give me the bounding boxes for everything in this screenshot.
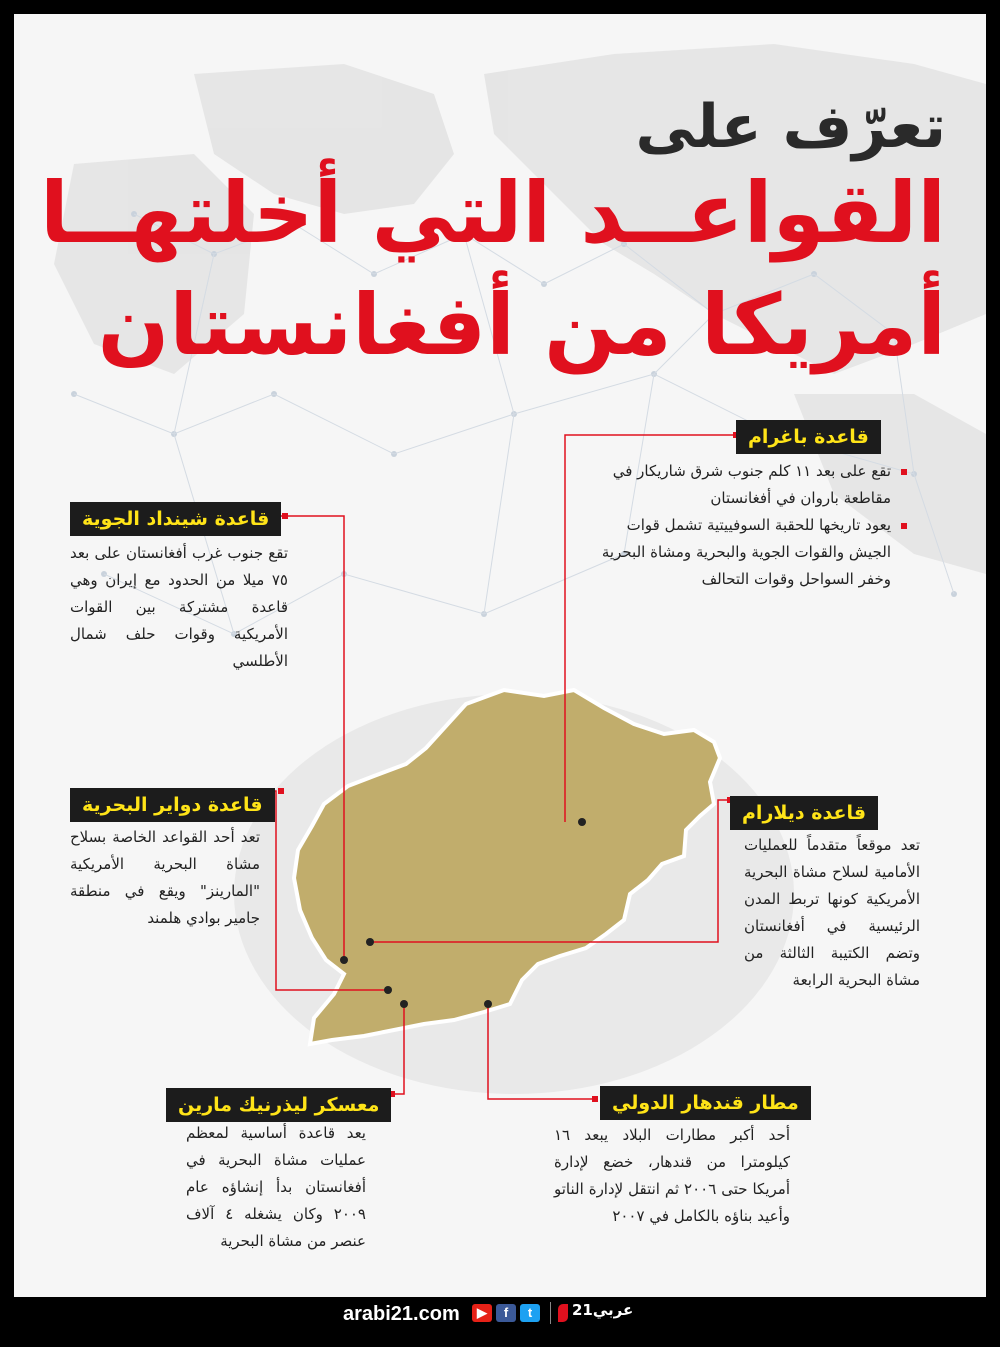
- bagram-marker: [578, 818, 586, 826]
- title-line-2: القواعــد التي أخلتهــا: [40, 164, 946, 262]
- kandahar-text: أحد أكبر مطارات البلاد يبعد ١٦ كيلومترا من قندهار، خضع لإدارة أمريكا حتى ٢٠٠٦ ثم انتقل لإدارة الناتو وأعيد بناؤه بالكامل في ٢٠٠٧: [554, 1126, 790, 1225]
- dwyer-text: تعد أحد القواعد الخاصة بسلاح مشاة البحرية الأمريكية "المارينز" ويقع في منطقة جامير بوادي هلمند: [70, 828, 260, 927]
- brand-logo: عربي21: [572, 1301, 634, 1319]
- bagram-label: قاعدة باغرام: [736, 420, 881, 454]
- title-line-3: أمريكا من أفغانستان: [97, 276, 946, 374]
- delaram-text: تعد موقعاً متقدماً للعمليات الأمامية لسلاح مشاة البحرية الأمريكية كونها تربط المدن الرئيسية في أفغانستان وتضم الكتيبة الثالثة من مشاة البحرية الرابعة: [744, 836, 920, 989]
- facebook-icon[interactable]: f: [496, 1304, 516, 1322]
- shindand-marker: [340, 956, 348, 964]
- title-line-1: تعرّف على: [635, 92, 946, 162]
- dwyer-marker: [384, 986, 392, 994]
- kandahar-marker: [484, 1000, 492, 1008]
- dwyer-label: قاعدة دواير البحرية: [70, 788, 275, 822]
- brand-logo-icon: [558, 1304, 568, 1322]
- delaram-marker: [366, 938, 374, 946]
- footer-divider: [550, 1302, 551, 1324]
- site-url[interactable]: arabi21.com: [343, 1303, 460, 1325]
- bagram-point-2: يعود تاريخها للحقبة السوفييتية تشمل قوات الجيش والقوات الجوية والبحرية ومشاة البحرية وخفر السواحل وقوات التحالف: [599, 512, 891, 593]
- twitter-icon[interactable]: t: [520, 1304, 540, 1322]
- delaram-label: قاعدة ديلارام: [730, 796, 878, 830]
- shindand-text: تقع جنوب غرب أفغانستان على بعد ٧٥ ميلا من الحدود مع إيران وهي قاعدة مشتركة بين القوات الأمريكية وقوات حلف شمال الأطلسي: [70, 544, 288, 670]
- shindand-label: قاعدة شينداد الجوية: [70, 502, 281, 536]
- leatherneck-text: يعد قاعدة أساسية لمعظم عمليات مشاة البحرية في أفغانستان بدأ إنشاؤه عام ٢٠٠٩ وكان يشغله ٤ آلاف عنصر من مشاة البحرية: [186, 1124, 366, 1250]
- bagram-point-1: تقع على بعد ١١ كلم جنوب شرق شاريكار في مقاطعة باروان في أفغانستان: [599, 458, 891, 512]
- leatherneck-marker: [400, 1000, 408, 1008]
- infographic-frame: [14, 14, 986, 1297]
- kandahar-label: مطار قندهار الدولي: [600, 1086, 811, 1120]
- youtube-icon[interactable]: ▶: [472, 1304, 492, 1322]
- leatherneck-label: معسكر ليذرنيك مارين: [166, 1088, 391, 1122]
- bagram-text: [599, 458, 909, 593]
